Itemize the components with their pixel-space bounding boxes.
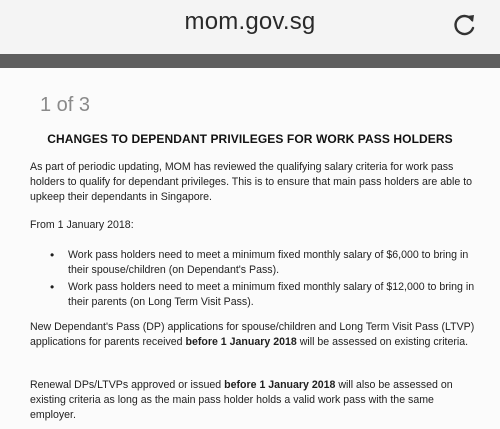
renewals-date: before 1 January 2018 xyxy=(224,379,336,391)
list-item xyxy=(46,280,478,310)
url-text[interactable]: mom.gov.sg xyxy=(184,8,316,35)
renewals-paragraph xyxy=(30,378,478,423)
browser-address-bar[interactable] xyxy=(0,0,500,55)
new-applications-text-2: will be assessed on existing criteria. xyxy=(296,336,469,348)
bullet-icon: • xyxy=(50,248,55,262)
list-item-text: Work pass holders need to meet a minimum fixed monthly salary of $12,000 to bring in their parents (on Long Term Visit Pass). xyxy=(68,281,475,308)
intro-paragraph: As part of periodic updating, MOM has reviewed the qualifying salary criteria for work pass holders to qualify for dependant privileges. This is to ensure that main pass holders are able to upkeep their dependants in Singapore. xyxy=(30,161,473,203)
criteria-list xyxy=(46,248,478,312)
toolbar-divider xyxy=(0,54,500,68)
reload-icon[interactable] xyxy=(452,12,478,38)
effective-date-line: From 1 January 2018: xyxy=(30,219,134,231)
new-applications-paragraph xyxy=(30,320,478,350)
list-item-text: Work pass holders need to meet a minimum fixed monthly salary of $6,000 to bring in their spouse/children (on Dependant's Pass). xyxy=(68,249,469,276)
page-indicator: 1 of 3 xyxy=(40,94,91,116)
new-applications-date: before 1 January 2018 xyxy=(185,336,297,348)
renewals-text-1: Renewal DPs/LTVPs approved or issued xyxy=(30,379,225,391)
document-title: CHANGES TO DEPENDANT PRIVILEGES FOR WORK PASS HOLDERS xyxy=(47,132,453,146)
new-applications-text-1: New Dependant's Pass (DP) applications for spouse/children and Long Term Visit Pass (LTVP) applications for parents received xyxy=(30,321,475,348)
renewals-text-2: will also be assessed on existing criteria as long as the main pass holder holds a valid work pass with the same employer. xyxy=(30,379,453,421)
list-item xyxy=(46,248,478,278)
bullet-icon: • xyxy=(50,280,55,294)
document-page xyxy=(0,68,500,429)
